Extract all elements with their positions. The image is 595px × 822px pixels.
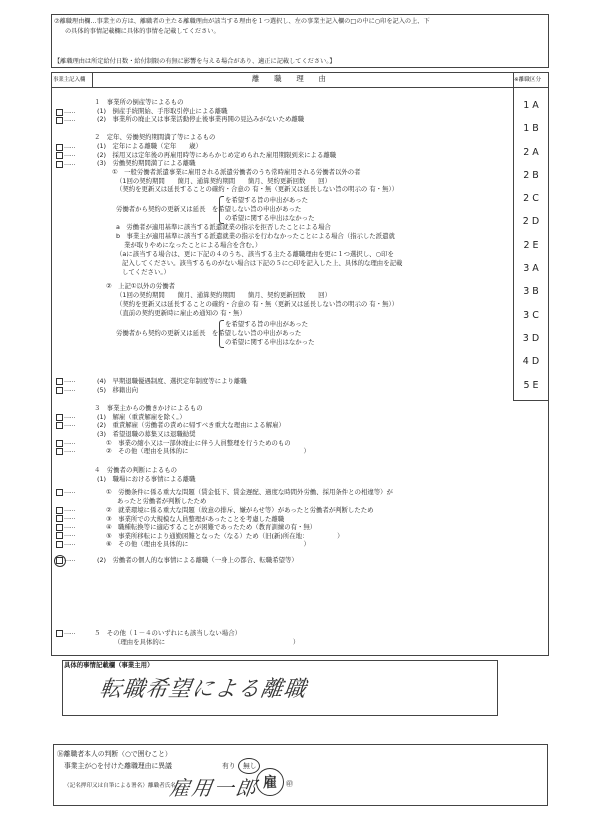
section-5-detail: （理由を具体的に ） — [114, 638, 300, 646]
brace-1 — [219, 196, 224, 224]
checkbox-4-1-5[interactable] — [56, 532, 63, 539]
reason-4-1-1: ① 労働条件に係る重大な問題（賃金低下、賃金遅配、過度な時間外労働、採用条件との相違等）が — [106, 488, 393, 496]
renewal-wish-1a: を希望する旨の申出があった — [225, 196, 309, 204]
section-5-title: ５ その他（１－４のいずれにも該当しない場合） — [94, 629, 241, 637]
leader-dots: …… — [64, 514, 75, 521]
reason-4-1-5: ⑤ 事業所移転により通勤困難となった（なる）ため（旧(新)所在地： ） — [106, 532, 344, 540]
leader-dots: …… — [64, 151, 75, 158]
renewal-agreement-2: （契約を更新又は延長することの確約・合意の 有・無（更新又は延長しない旨の明示の 有・無）） — [116, 300, 399, 308]
reason-4-1-3: ③ 事業所での大規模な人員整理があったことを考慮した離職 — [106, 515, 285, 523]
option-ari[interactable]: 有り — [222, 762, 236, 770]
code-2e: 2 E — [523, 240, 539, 251]
code-5e: 5 E — [523, 380, 539, 391]
leader-dots: …… — [64, 439, 75, 446]
circle-mark-4-2 — [54, 555, 66, 567]
code-2b: 2 B — [523, 170, 539, 181]
leader-dots: …… — [64, 523, 75, 530]
checkbox-2-2[interactable] — [56, 152, 63, 159]
section-1-title: １ 事業所の倒産等によるもの — [94, 98, 184, 106]
table-head-center: 離 職 理 由 — [252, 74, 326, 83]
dispatch-note-1: （aに該当する場合は、更に下記の４のうち、該当する主たる離職理由を更に１つ選択し、○印を — [116, 250, 394, 258]
footer-line1: ⑯離職者本人の判断（○で囲むこと） — [57, 750, 172, 758]
reason-2-5: (5) 移籍出向 — [97, 386, 139, 394]
code-2d: 2 D — [522, 216, 540, 227]
checkbox-1-1[interactable] — [56, 109, 63, 116]
reason-4-1-6: ⑥ その他（理由を具体的に ） — [106, 540, 310, 548]
checkbox-3-1[interactable] — [56, 414, 63, 421]
leader-dots: …… — [64, 540, 75, 547]
reason-2-4: (4) 早期退職優遇制度、選択定年制度等により離職 — [97, 377, 247, 385]
table-head-rule — [51, 87, 549, 88]
reason-2-2: (2) 採用又は定年後の再雇用時等にあらかじめ定められた雇用期限到来による離職 — [97, 151, 337, 159]
checkbox-2-4[interactable] — [56, 378, 63, 385]
right-col-close — [513, 400, 549, 401]
signature-name: 雇用一郎 — [168, 776, 260, 800]
left-col-rule — [92, 72, 93, 87]
reason-2-3-1: ① 一般労働者派遣事業に雇用される派遣労働者のうち常時雇用される労働者以外の者 — [112, 168, 361, 176]
section-4-title: ４ 労働者の判断によるもの — [94, 466, 178, 474]
code-1b: 1 B — [523, 123, 539, 134]
reason-3-3-1: ① 事業の縮小又は一部休廃止に伴う人員整理を行うためのもの — [106, 439, 291, 447]
table-head-left: 事業主記入欄 — [53, 77, 86, 83]
reason-4-2: (2) 労働者の個人的な事情による離職（一身上の都合、転職希望等） — [97, 556, 298, 564]
contract-period-1: （1回の契約期間 箇月、通算契約期間 箇月、契約更新回数 回） — [116, 177, 331, 185]
section-2-title: ２ 定年、労働契約期間満了等によるもの — [94, 133, 216, 141]
code-4d: 4 D — [522, 356, 540, 367]
reason-3-3: (3) 希望退職の募集又は退職勧奨 — [97, 430, 196, 438]
header-line2: の具体的事情記載欄に具体的事情を記載してください。 — [65, 28, 220, 35]
code-3b: 3 B — [523, 286, 539, 297]
checkbox-4-1-6[interactable] — [56, 541, 63, 548]
checkbox-4-1-1[interactable] — [56, 489, 63, 496]
checkbox-2-5[interactable] — [56, 387, 63, 394]
dispatch-a: a 労働者が適用基準に該当する派遣就業の指示を拒否したことによる場合 — [116, 223, 331, 231]
checkbox-3-3-1[interactable] — [56, 440, 63, 447]
renewal-wish-2a: を希望する旨の申出があった — [225, 320, 309, 328]
checkbox-5[interactable] — [56, 630, 63, 637]
header-note: 【離職理由は所定給付日数・給付制限の有無に影響を与える場合があり、適正に記載してください。】 — [54, 58, 336, 65]
reason-4-1-2: ② 就業環境に係る重大な問題（故意の排斥、嫌がらせ等）があったと労働者が判断したため — [106, 506, 374, 514]
code-1a: 1 A — [523, 100, 539, 111]
code-3a: 3 A — [523, 263, 539, 274]
brace-2 — [219, 320, 224, 348]
personal-seal — [256, 768, 284, 796]
code-3c: 3 C — [523, 310, 539, 321]
dispatch-b-cont: 業が取りやめになったことによる場合を含む。） — [124, 241, 262, 249]
leader-dots: …… — [64, 488, 75, 495]
renewal-wish-1b: 労働者から契約の更新又は延長 を希望しない旨の申出があった — [116, 205, 302, 213]
reason-1-2: (2) 事業所の廃止又は事業活動停止後事業再開の見込みがないため離職 — [97, 115, 305, 123]
leader-dots: …… — [64, 108, 75, 115]
leader-dots: …… — [64, 629, 75, 636]
reason-4-1-4: ④ 職種転換等に適応することが困難であったため（教育訓練の有・無） — [106, 523, 317, 531]
leader-dots: …… — [64, 116, 75, 123]
leader-dots: …… — [64, 143, 75, 150]
renewal-wish-1c: の希望に関する申出はなかった — [225, 214, 315, 222]
reason-3-3-2: ② その他（理由を具体的に ） — [106, 447, 310, 455]
specific-reason-text: 転職希望による離職 — [97, 677, 309, 702]
checkbox-2-1[interactable] — [56, 144, 63, 151]
table-head-right: ※離職区分 — [514, 77, 542, 83]
reason-4-1: (1) 職場における事情による離職 — [97, 475, 196, 483]
renewal-agreement-1: （契約を更新又は延長することの確約・合意の 有・無（更新又は延長しない旨の明示の 有・無）） — [116, 185, 399, 193]
dispatch-note-2: 記入してください。該当するものがない場合は下記の５に○印を記入した上、具体的な理由を記載 — [122, 259, 403, 267]
leader-dots: …… — [64, 556, 75, 563]
header-line1: ⑦離職理由欄…事業主の方は、離職者の主たる離職理由が該当する理由を１つ選択し、左の事業主記入欄の□の中に○印を記入の上、下 — [54, 18, 430, 25]
checkbox-4-1-2[interactable] — [56, 507, 63, 514]
checkbox-2-3[interactable] — [56, 161, 63, 168]
option-nashi[interactable]: 無し — [243, 762, 257, 770]
contract-period-2: （1回の契約期間 箇月、通算契約期間 箇月、契約更新回数 回） — [116, 291, 331, 299]
reason-3-2: (2) 重責解雇（労働者の責めに帰すべき重大な理由による解雇） — [97, 421, 285, 429]
termination-notice: （直前の契約更新時に雇止め通知の 有・無） — [116, 309, 246, 317]
leader-dots: …… — [64, 506, 75, 513]
right-col-rule — [513, 72, 514, 400]
seal-mark: ㊞ — [286, 780, 293, 788]
code-3d: 3 D — [522, 333, 540, 344]
leader-dots: …… — [64, 531, 75, 538]
leader-dots: …… — [64, 377, 75, 384]
dispatch-note-3: してください。） — [122, 268, 170, 276]
renewal-wish-2c: の希望に関する申出はなかった — [225, 338, 315, 346]
code-2c: 2 C — [523, 193, 539, 204]
checkbox-4-1-3[interactable] — [56, 515, 63, 522]
leader-dots: …… — [64, 447, 75, 454]
seal-character: 雇 — [263, 775, 277, 791]
checkbox-3-3-2[interactable] — [56, 448, 63, 455]
checkbox-4-1-4[interactable] — [56, 524, 63, 531]
checkbox-3-2[interactable] — [56, 422, 63, 429]
leader-dots: …… — [64, 413, 75, 420]
reason-2-1: (1) 定年による離職（定年 歳） — [97, 142, 202, 150]
renewal-wish-2b: 労働者から契約の更新又は延長 を希望しない旨の申出があった — [116, 329, 302, 337]
checkbox-1-2[interactable] — [56, 117, 63, 124]
reason-2-3: (3) 労働契約期間満了による離職 — [97, 159, 196, 167]
footer-line3: （記名押印又は自筆による署名）離職者氏名 — [64, 783, 176, 789]
reason-1-1: (1) 倒産手続開始、手形取引停止による離職 — [97, 107, 228, 115]
reason-2-3-2: ② 上記①以外の労働者 — [106, 282, 175, 290]
leader-dots: …… — [64, 160, 75, 167]
specific-reason-label: 具体的事情記載欄（事業主用） — [64, 661, 154, 669]
reason-3-1: (1) 解雇（重責解雇を除く。） — [97, 413, 186, 421]
dispatch-b: b 事業主が適用基準に該当する派遣就業の指示を行わなかったことによる場合（指示した派遣就 — [116, 232, 395, 240]
code-2a: 2 A — [523, 147, 539, 158]
leader-dots: …… — [64, 386, 75, 393]
section-3-title: ３ 事業主からの働きかけによるもの — [94, 404, 203, 412]
reason-4-1-1-cont: あったと労働者が判断したため — [117, 497, 207, 505]
leader-dots: …… — [64, 421, 75, 428]
footer-line2: 事業主が○を付けた離職理由に異議 — [64, 762, 172, 770]
